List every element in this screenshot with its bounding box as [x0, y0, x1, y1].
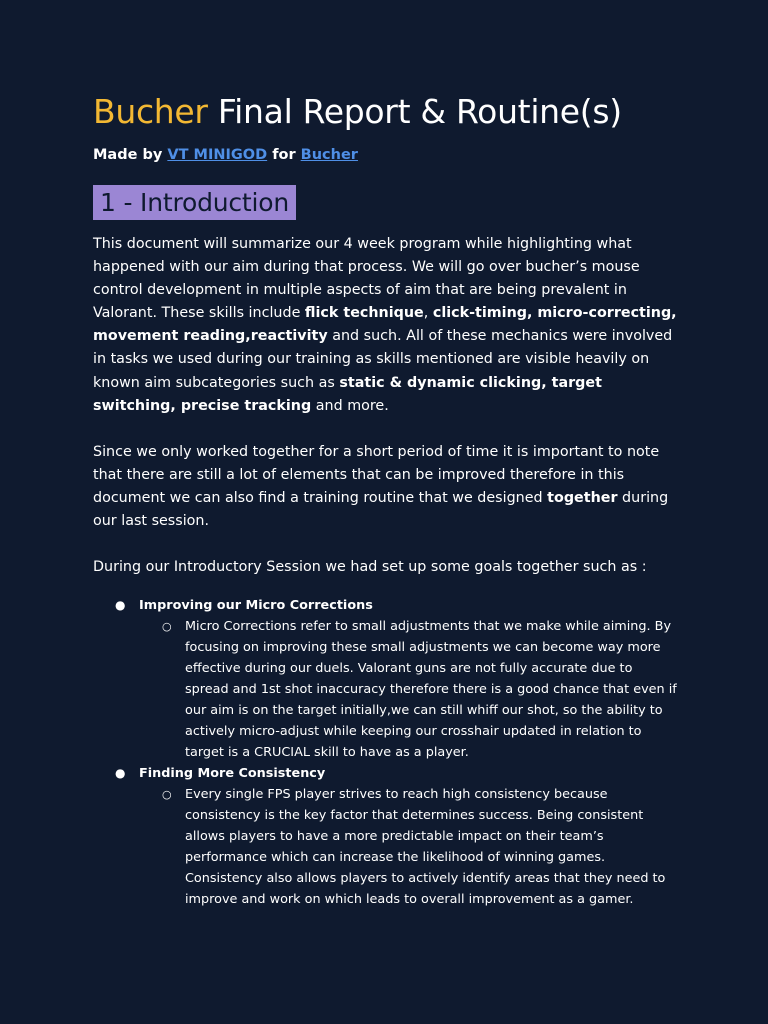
document-content [93, 88, 678, 910]
goal-title-row [115, 763, 678, 784]
byline-made-by: Made by [93, 147, 168, 163]
p1-bold-3: static & dynamic clicking, target switching, precise tracking [93, 374, 602, 414]
goal-title-row [115, 595, 678, 616]
p2-text-2: during our last session. [93, 489, 669, 530]
goal-description-row [162, 616, 678, 763]
hollow-bullet-icon: ○ [162, 788, 172, 802]
document-title [93, 88, 678, 136]
goal-description-row [162, 784, 678, 910]
p1-text-3: and such. All of these mechanics were involved in tasks we used during our training as skills mentioned are visible heavily on known aim subcategories such as [93, 328, 673, 391]
title-rest: Final Report & Routine(s) [207, 92, 622, 131]
hollow-bullet-icon: ○ [162, 620, 172, 634]
p2-text-1: Since we only worked together for a short period of time it is important to note that there are still a lot of elements that can be improved therefore in this document we can also find a training routine that we designed [93, 443, 660, 506]
title-accent: Bucher [93, 92, 208, 131]
goals-list [93, 595, 678, 910]
byline [93, 146, 678, 164]
p2-bold-1: together [547, 489, 618, 506]
intro-paragraph-2 [93, 441, 678, 533]
bullet-icon: ● [115, 598, 126, 613]
byline-for: for [267, 147, 301, 163]
goal-title: Finding More Consistency [139, 766, 326, 782]
p1-bold-1: flick technique [304, 305, 424, 322]
section-heading-introduction: 1 - Introduction [93, 185, 296, 220]
goal-description: Every single FPS player strives to reach high consistency because consistency is the key factor that determines success. Being consistent allows players to have a more predictable impact on their team’s performance which can increase the likelihood of winning games. Consistency also allows players to actively identify areas that they need to improve and work on which leads to overall improvement as a gamer. [185, 787, 666, 908]
intro-paragraph-3: During our Introductory Session we had set up some goals together such as : [93, 559, 647, 576]
p1-text-4: and more. [311, 397, 389, 414]
intro-paragraph-1 [93, 233, 678, 418]
author-link[interactable]: VT MINIGOD [167, 147, 268, 163]
goal-title: Improving our Micro Corrections [139, 598, 373, 614]
bullet-icon: ● [115, 766, 126, 781]
list-item [93, 595, 678, 763]
p1-bold-2: click-timing, micro-correcting, movement reading,reactivity [93, 305, 677, 345]
goal-description: Micro Corrections refer to small adjustments that we make while aiming. By focusing on improving these small adjustments we can become way more effective during our duels. Valorant guns are not fully accurate due to spread and 1st shot inaccuracy therefore there is a good chance that even if our aim is on the target initially,we can still whiff our shot, so the ability to actively micro-adjust while keeping our crosshair updated in relation to target is a CRUCIAL skill to have as a player. [185, 619, 677, 761]
client-link[interactable]: Bucher [300, 147, 358, 163]
p1-text-1: This document will summarize our 4 week program while highlighting what happened with our aim during that process. We will go over bucher’s mouse control development in multiple aspects of aim that are being prevalent in Valorant. These skills include [93, 236, 640, 322]
p1-text-2: , [423, 305, 433, 322]
list-item [93, 763, 678, 910]
